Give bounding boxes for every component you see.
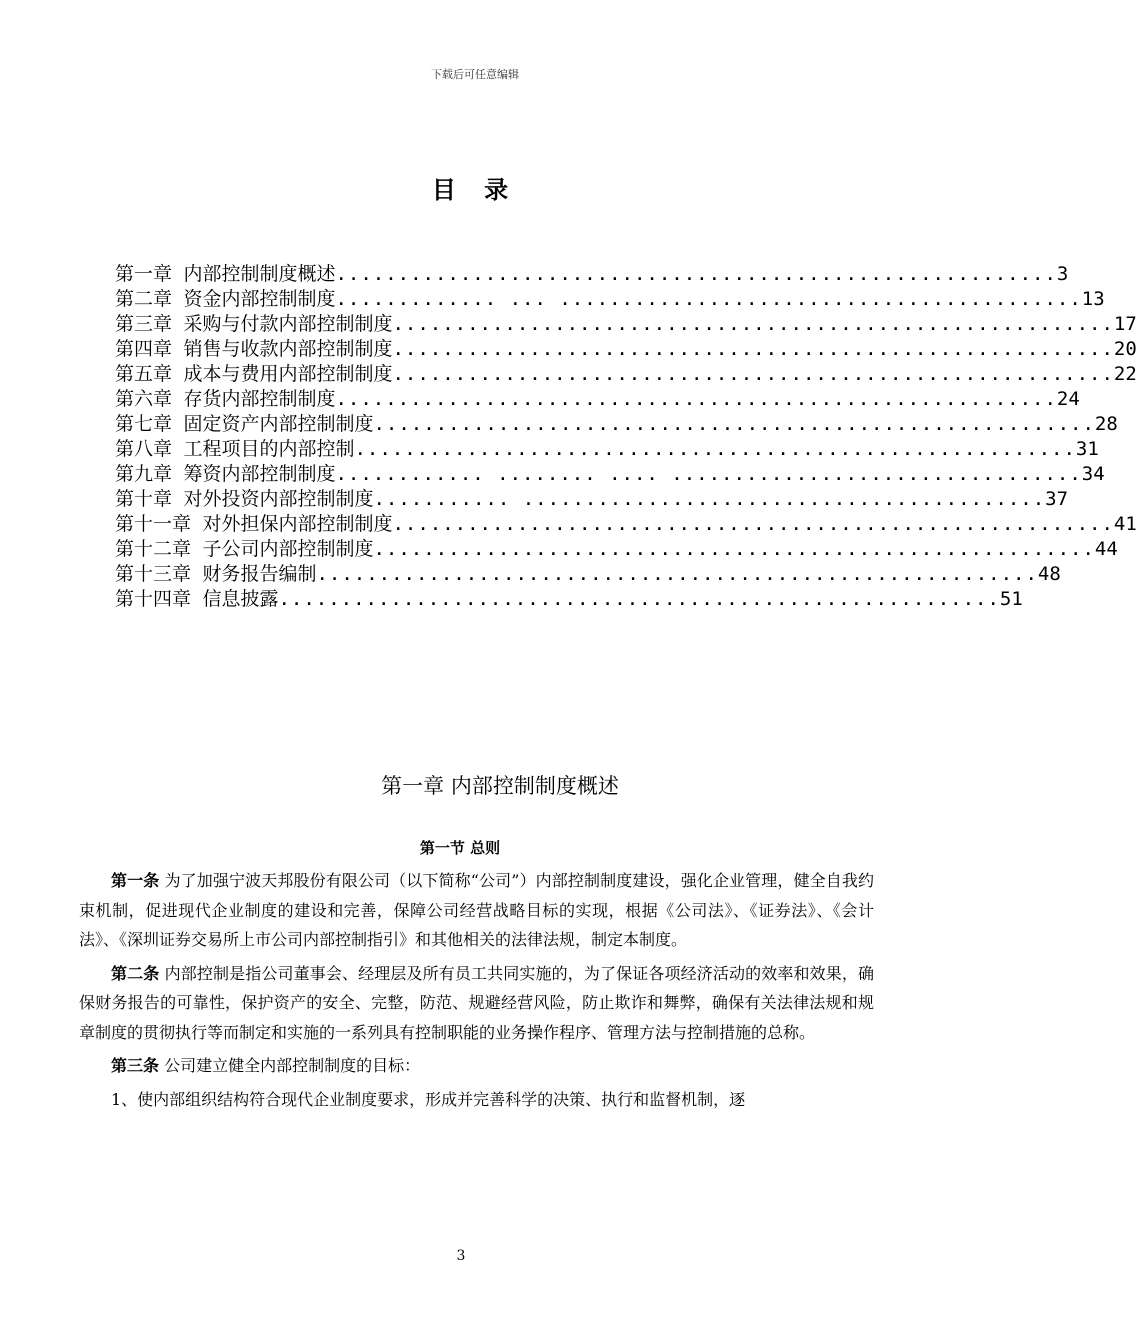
toc-entry[interactable]	[115, 562, 1061, 587]
toc-entry[interactable]	[115, 337, 1137, 362]
toc-entry[interactable]	[115, 287, 1105, 312]
toc-leader-dots: ..........................................................	[278, 588, 1000, 610]
toc-entry-label: 第九章 筹资内部控制制度	[115, 463, 336, 485]
paragraph	[79, 1051, 874, 1081]
toc-entry-label: 第二章 资金内部控制制度	[115, 288, 336, 310]
toc-leader-dots: ..........................................................	[392, 513, 1114, 535]
toc-entry-page: 37	[1045, 488, 1069, 510]
toc-entry-label: 第六章 存货内部控制制度	[115, 388, 336, 410]
toc-entry-page: 13	[1081, 288, 1105, 310]
toc-leader-dots: ..........................................................	[392, 313, 1114, 335]
article-number: 第二条	[111, 963, 160, 983]
toc-entry[interactable]	[115, 537, 1118, 562]
page-number: 3	[456, 1248, 466, 1264]
toc-entry-label: 第十一章 对外担保内部控制制度	[115, 513, 393, 535]
body-text	[79, 866, 874, 1118]
toc-leader-dots: ............ ........ .... .................................	[335, 463, 1082, 485]
toc-leader-dots: ..........................................................	[354, 438, 1076, 460]
toc-entry[interactable]	[115, 312, 1137, 337]
toc-entry-page: 44	[1094, 538, 1118, 560]
toc-leader-dots: ..........................................................	[373, 538, 1095, 560]
toc-entry-page: 20	[1113, 338, 1137, 360]
paragraph-text: 内部控制是指公司董事会、经理层及所有员工共同实施的，为了保证各项经济活动的效率和效果，确保财务报告的可靠性，保护资产的安全、完整，防范、规避经营风险，防止欺诈和舞弊，确保有关法律法规和规章制度的贯彻执行等而制定和实施的一系列具有控制职能的业务操作程序、管理方法与控制措施的总称。	[79, 963, 874, 1042]
toc-entry[interactable]	[115, 462, 1105, 487]
toc-entry-page: 48	[1037, 563, 1061, 585]
header-note: 下载后可任意编辑	[431, 68, 519, 81]
table-of-contents	[115, 262, 1137, 612]
toc-entry-label: 第十三章 财务报告编制	[115, 563, 317, 585]
toc-leader-dots: ............. ... ..........................................	[335, 288, 1082, 310]
toc-leader-dots: ..........................................................	[373, 413, 1095, 435]
toc-leader-dots: ..........................................................	[335, 388, 1057, 410]
toc-entry-label: 第三章 采购与付款内部控制制度	[115, 313, 393, 335]
toc-entry[interactable]	[115, 262, 1069, 287]
toc-entry-page: 34	[1081, 463, 1105, 485]
toc-entry[interactable]	[115, 512, 1137, 537]
toc-entry[interactable]	[115, 487, 1069, 512]
toc-entry-label: 第四章 销售与收款内部控制制度	[115, 338, 393, 360]
toc-entry-page: 41	[1113, 513, 1137, 535]
toc-entry-label: 第七章 固定资产内部控制制度	[115, 413, 374, 435]
toc-entry-label: 第十四章 信息披露	[115, 588, 279, 610]
paragraph-text: 1、使内部组织结构符合现代企业制度要求，形成并完善科学的决策、执行和监督机制，逐	[111, 1089, 746, 1109]
toc-title: 目 录	[431, 176, 519, 204]
toc-leader-dots: ..........................................................	[316, 563, 1038, 585]
toc-entry-page: 28	[1094, 413, 1118, 435]
toc-entry-page: 24	[1056, 388, 1080, 410]
paragraph-text: 为了加强宁波天邦股份有限公司（以下简称“公司”）内部控制制度建设，强化企业管理，健全自我约束机制，促进现代企业制度的建设和完善，保障公司经营战略目标的实现，根据《公司法》、《证券法》、《会计法》、《深圳证券交易所上市公司内部控制指引》和其他相关的法律法规，制定本制度。	[79, 871, 874, 949]
paragraph	[79, 1085, 874, 1115]
article-number: 第一条	[111, 871, 160, 890]
toc-entry-page: 51	[999, 588, 1023, 610]
article-number: 第三条	[111, 1056, 160, 1075]
toc-entry-page: 17	[1113, 313, 1137, 335]
toc-leader-dots: ..........................................................	[392, 338, 1114, 360]
toc-entry-page: 3	[1056, 263, 1069, 285]
toc-entry[interactable]	[115, 437, 1099, 462]
toc-leader-dots: ..........................................................	[392, 363, 1114, 385]
paragraph	[79, 959, 874, 1048]
toc-entry-label: 第八章 工程项目的内部控制	[115, 438, 355, 460]
paragraph-text: 公司建立健全内部控制制度的目标：	[164, 1056, 421, 1075]
toc-entry-label: 第五章 成本与费用内部控制制度	[115, 363, 393, 385]
toc-entry[interactable]	[115, 412, 1118, 437]
toc-leader-dots: ..........................................................	[335, 263, 1057, 285]
toc-entry-page: 22	[1113, 363, 1137, 385]
toc-entry[interactable]	[115, 362, 1137, 387]
toc-entry[interactable]	[115, 387, 1080, 412]
chapter-title: 第一章 内部控制制度概述	[381, 774, 619, 798]
paragraph	[79, 866, 874, 955]
section-title: 第一节 总则	[419, 839, 501, 857]
toc-entry-page: 31	[1075, 438, 1099, 460]
toc-entry-label: 第一章 内部控制制度概述	[115, 263, 336, 285]
toc-entry-label: 第十章 对外投资内部控制制度	[115, 488, 374, 510]
toc-entry-label: 第十二章 子公司内部控制制度	[115, 538, 374, 560]
toc-entry[interactable]	[115, 587, 1023, 612]
toc-leader-dots: ........... ..........................................	[373, 488, 1046, 510]
